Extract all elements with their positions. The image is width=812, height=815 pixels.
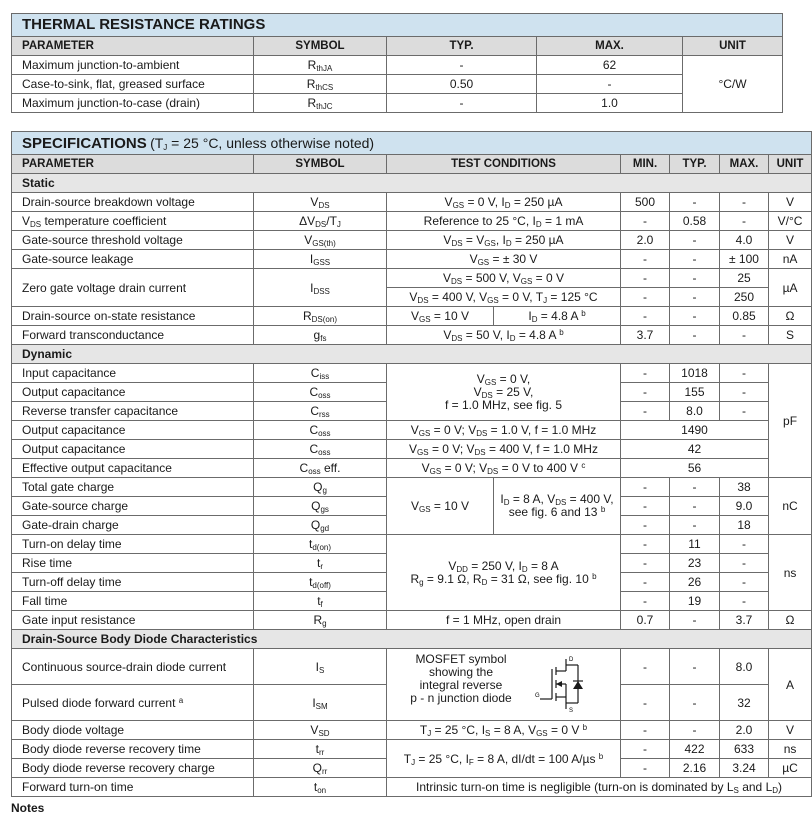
table-row: $V_{DS}$ temperature coefficient $\Delta V_{DS}/T_J$ Reference to 25 °C, $I_D = 1$ mA - 0.58 - V/°C xyxy=(12,212,812,231)
col-parameter: PARAMETER xyxy=(12,37,254,56)
specifications-table xyxy=(11,131,812,797)
table-row: Gate input resistance $R_g$ f = 1 MHz, open drain 0.7 - 3.7 Ω xyxy=(12,611,812,630)
table-row: Forward transconductance $g_{fs}$ $V_{DS} = 50$ V, $I_D = 4.8$ A $^b$ 3.7 - - S xyxy=(12,326,812,345)
section-dynamic: Dynamic xyxy=(12,345,812,364)
col-unit: UNIT xyxy=(683,37,783,56)
thermal-unit: °C/W xyxy=(683,56,783,113)
table-row: Continuous source-drain diode current $I_S$ MOSFET symbol showing the integral reverse p - n junction diode D G S - - 8.0 A xyxy=(12,649,812,685)
col-symbol: SYMBOL xyxy=(254,37,387,56)
table-row: Output capacitance $C_{oss}$ $V_{GS} = 0$ V; $V_{DS} = 1.0$ V, f = 1.0 MHz 1490 xyxy=(12,421,812,440)
col-unit: UNIT xyxy=(769,155,812,174)
gate-label: G xyxy=(535,693,540,699)
table-row: Body diode voltage $V_{SD}$ $T_J = 25$ °C, $I_S = 8$ A, $V_{GS} = 0$ V $^b$ - - 2.0 V xyxy=(12,721,812,740)
table-row: Body diode reverse recovery time $t_{rr}$ $T_J = 25$ °C, $I_F = 8$ A, dI/dt = 100 A/µs $^b$ - 422 633 ns xyxy=(12,740,812,759)
thermal-title: THERMAL RESISTANCE RATINGS xyxy=(12,14,783,37)
table-row: Zero gate voltage drain current $I_{DSS}$ $V_{DS} = 500$ V, $V_{GS} = 0$ V - - 25 µA xyxy=(12,269,812,288)
table-row: Gate-drain charge $Q_{gd}$ - - 18 xyxy=(12,516,812,535)
col-max: MAX. xyxy=(537,37,683,56)
table-row: Maximum junction-to-case (drain) $R_{thJC}$ - 1.0 xyxy=(12,94,783,113)
col-parameter: PARAMETER xyxy=(12,155,254,174)
table-row: Gate-source leakage $I_{GSS}$ $V_{GS}$ = ± 30 V - - ± 100 nA xyxy=(12,250,812,269)
table-row: Output capacitance $C_{oss}$ - 155 - xyxy=(12,383,812,402)
table-row: Case-to-sink, flat, greased surface $R_{thCS}$ 0.50 - xyxy=(12,75,783,94)
source-label: S xyxy=(569,708,574,714)
col-min: MIN. xyxy=(621,155,670,174)
table-row: Total gate charge $Q_g$ $V_{GS} = 10$ V $I_D = 8$ A, $V_{DS} = 400$ V, see fig. 6 and 13 $^b$ - - 38 nC xyxy=(12,478,812,497)
thermal-resistance-table xyxy=(11,13,783,113)
col-conditions: TEST CONDITIONS xyxy=(387,155,621,174)
table-row: Effective output capacitance $C_{oss}$ eff. $V_{GS} = 0$ V; $V_{DS} = 0$ V to 400 V $^c$ 56 xyxy=(12,459,812,478)
specifications-title: SPECIFICATIONS ($T_J = 25$ °C, unless otherwise noted) xyxy=(12,132,812,155)
table-row: $V_{DS} = 400$ V, $V_{GS} = 0$ V, $T_J = 125$ °C - - 250 xyxy=(12,288,812,307)
col-typ: TYP. xyxy=(670,155,720,174)
drain-label: D xyxy=(569,657,574,663)
table-row: Drain-source breakdown voltage $V_{DS}$ $V_{GS} = 0$ V, $I_D = 250$ µA 500 - - V xyxy=(12,193,812,212)
table-row: Pulsed diode forward current $^a$ $I_{SM}$ - - 32 xyxy=(12,685,812,721)
mosfet-symbol-cell: MOSFET symbol showing the integral reverse p - n junction diode D G S xyxy=(387,649,621,721)
table-row: Fall time $t_f$ - 19 - xyxy=(12,592,812,611)
mosfet-symbol-icon xyxy=(534,655,590,713)
table-row: Gate-source threshold voltage $V_{GS(th)}$ $V_{DS} = V_{GS}$, $I_D = 250$ µA 2.0 - 4.0 V xyxy=(12,231,812,250)
col-max: MAX. xyxy=(720,155,769,174)
table-row: Body diode reverse recovery charge $Q_{rr}$ - 2.16 3.24 µC xyxy=(12,759,812,778)
table-row: Turn-off delay time $t_{d(off)}$ - 26 - xyxy=(12,573,812,592)
table-row: Forward turn-on time $t_{on}$ Intrinsic turn-on time is negligible (turn-on is dominated by $L_S$ and $L_D$) xyxy=(12,778,812,797)
table-row: Drain-source on-state resistance $R_{DS(on)}$ $V_{GS} = 10$ V $I_D = 4.8$ A $^b$ - - 0.85 Ω xyxy=(12,307,812,326)
table-row: Output capacitance $C_{oss}$ $V_{GS} = 0$ V; $V_{DS} = 400$ V, f = 1.0 MHz 42 xyxy=(12,440,812,459)
section-body-diode: Drain-Source Body Diode Characteristics xyxy=(12,630,812,649)
table-row: Reverse transfer capacitance $C_{rss}$ - 8.0 - xyxy=(12,402,812,421)
notes-heading: Notes xyxy=(11,801,45,815)
table-row: Input capacitance $C_{iss}$ $V_{GS} = 0$ V, $V_{DS} = 25$ V, f = 1.0 MHz, see fig. 5 - 1018 - pF xyxy=(12,364,812,383)
col-typ: TYP. xyxy=(387,37,537,56)
table-row: Turn-on delay time $t_{d(on)}$ $V_{DD} = 250$ V, $I_D = 8$ A $R_g = 9.1$ Ω, $R_D = 31$ Ω, see fig. 10 $^b$ - 11 - ns xyxy=(12,535,812,554)
table-row: Rise time $t_r$ - 23 - xyxy=(12,554,812,573)
table-row: Gate-source charge $Q_{gs}$ - - 9.0 xyxy=(12,497,812,516)
section-static: Static xyxy=(12,174,812,193)
col-symbol: SYMBOL xyxy=(254,155,387,174)
table-row: Maximum junction-to-ambient $R_{thJA}$ - 62 °C/W xyxy=(12,56,783,75)
